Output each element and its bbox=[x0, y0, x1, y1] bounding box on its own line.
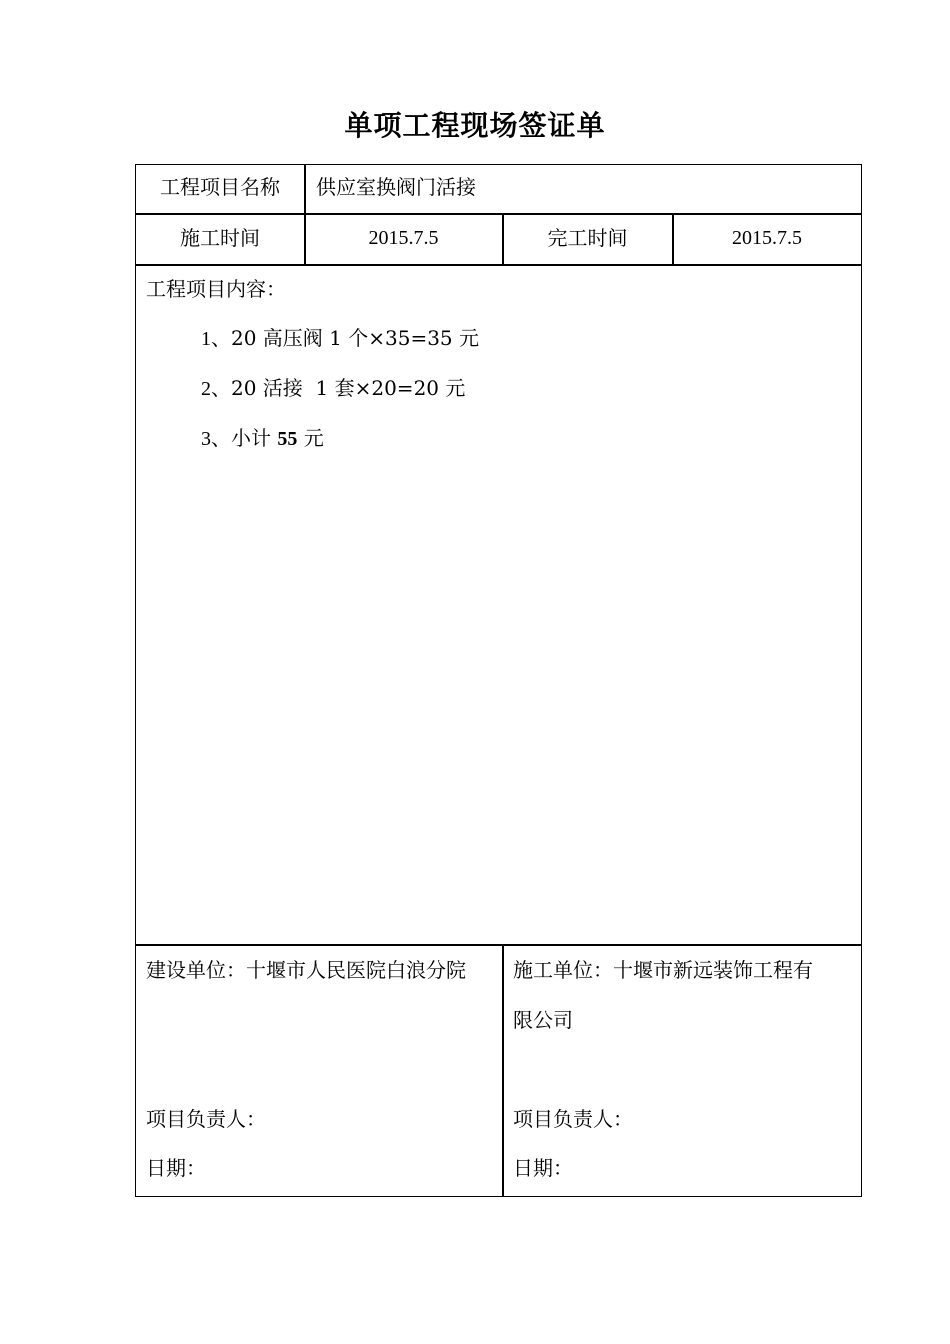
content-item-prefix: 1、 bbox=[201, 328, 231, 350]
content-item-prefix: 3、 bbox=[201, 428, 231, 450]
subtotal-amount: 55 bbox=[277, 428, 298, 450]
subtotal-unit: 元 bbox=[297, 426, 324, 450]
content-label: 工程项目内容： bbox=[146, 277, 286, 301]
row-divider-3 bbox=[135, 944, 862, 946]
col-divider-signature bbox=[502, 944, 504, 1197]
start-time-label: 施工时间 bbox=[180, 226, 260, 250]
row-divider-2 bbox=[135, 264, 862, 266]
content-item-1 bbox=[201, 326, 479, 351]
subtotal-label: 小计 bbox=[231, 426, 278, 450]
visa-form-table bbox=[135, 164, 862, 1197]
owner-manager-label: 项目负责人： bbox=[146, 1107, 266, 1131]
content-item-text: 20 高压阀 1 个×35=35 元 bbox=[231, 326, 480, 350]
content-item-2 bbox=[201, 376, 465, 401]
contractor-date-label: 日期： bbox=[513, 1156, 573, 1180]
end-time-label: 完工时间 bbox=[547, 226, 628, 250]
project-name-value: 供应室换阀门活接 bbox=[316, 175, 476, 199]
content-item-text: 20 活接 1 套×20=20 元 bbox=[231, 376, 466, 400]
start-time-value: 2015.7.5 bbox=[368, 227, 439, 249]
contractor-unit-line1: 施工单位：十堰市新远装饰工程有 bbox=[513, 958, 813, 982]
owner-unit: 建设单位：十堰市人民医院白浪分院 bbox=[146, 958, 466, 982]
row-divider-1 bbox=[135, 213, 862, 215]
content-item-prefix: 2、 bbox=[201, 378, 231, 400]
project-name-label: 工程项目名称 bbox=[160, 175, 280, 199]
end-time-value: 2015.7.5 bbox=[732, 227, 802, 249]
content-item-3 bbox=[201, 426, 324, 451]
owner-date-label: 日期： bbox=[146, 1156, 206, 1180]
contractor-manager-label: 项目负责人： bbox=[513, 1107, 633, 1131]
contractor-unit-line2: 限公司 bbox=[513, 1008, 573, 1032]
document-title: 单项工程现场签证单 bbox=[344, 109, 606, 142]
